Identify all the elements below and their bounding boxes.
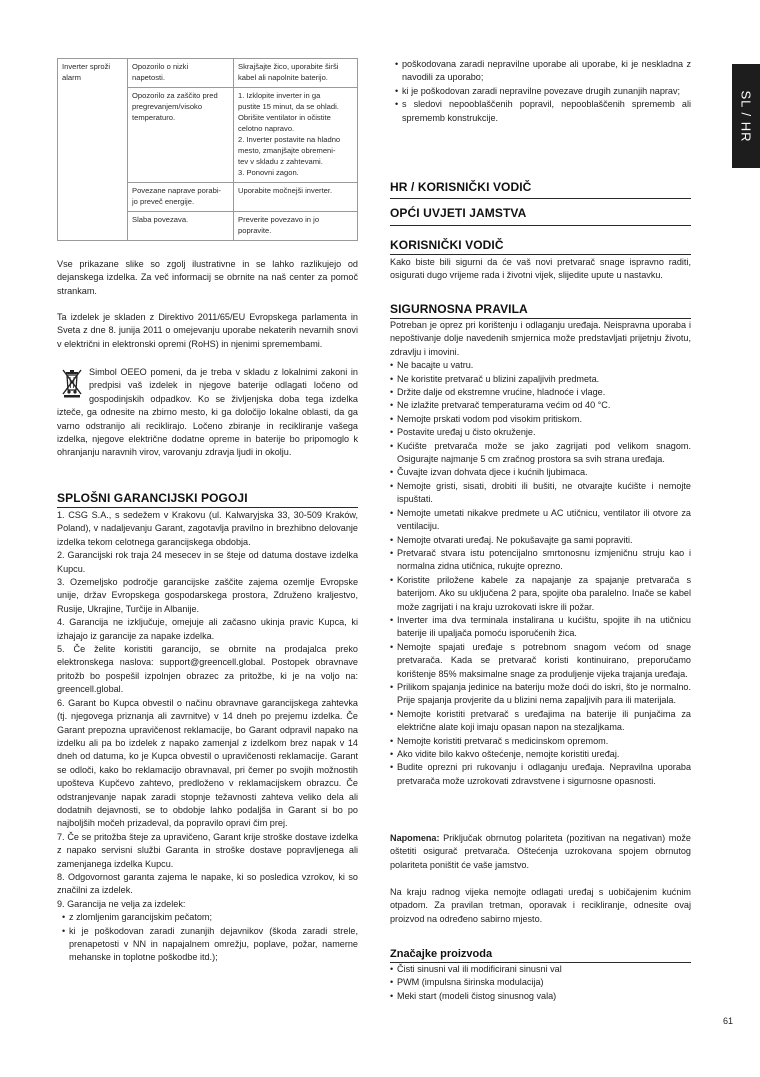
illustrative-note-block [57,258,358,298]
list-item [390,748,691,761]
list-item [390,98,691,125]
warranty-item: 5. Če želite koristiti garancijo, se obrnite na prodajalca preko elektronskega naslova: support@greencell.global. Postopek obravnave pritožb bo pospešil izpolnjen obrazec za pritožbe, ki je na voljo na: greencell.global. [57,644,358,695]
table-cell-line: Uporabite močnejši inverter. [238,186,333,195]
list-item [390,373,691,386]
note-text: Priključak obrnutog polariteta (pozitivan na negativan) može oštetiti osigurač pretvarača. Oštećenja uzrokovana spojem obrnutog polariteta poništit će vaše jamstvo. [390,833,691,870]
list-item [390,85,691,98]
table-cell-line: Obrišite ventilator in očistite [238,113,331,122]
table-cell-line: popravite. [238,226,272,235]
list-item [390,735,691,748]
list-item [390,466,691,479]
table-cell-line: pregrevanjem/visoko [132,102,203,111]
general-warranty-title: OPĆI UVJETI JAMSTVA [390,206,527,220]
table-cell-line: 3. Ponovni zagon. [238,168,299,177]
list-item-text: Nemojte koristiti pretvarač s medicinskom opremom. [397,735,609,746]
general-warranty-header [390,206,691,220]
rohs-note-block [57,311,358,351]
safety-title: SIGURNOSNA PRAVILA [390,302,528,316]
table-row [58,59,358,88]
warranty-item: 6. Garant bo Kupca obvestil o načinu obravnave garancijskega zahtevka (tj. njegovega priznanja ali zavrnitve) v 14 dneh po prejemu izdelka. Če Garant prepozna upravičenost reklamacije, bo Garant odpravil napako na izdelku ali pa bo izdelek z napako zamenjal z izdelkom brez napak v 14 dneh od datuma, ko je Kupca obvestil o upravičenosti reklamacije. Garant se odloči, kako bo reklamacijo obravnaval, pri čemer po svojih možnostih upošteva Kupčevo zahtevo, predloženo v reklamacijskem obrazcu. Če odstranjevanje napak zaradi stopnje težavnosti zahteva veliko dela ali dodatnih dejavnosti, se to obdobje lahko podaljša in Garant si bo po najboljših močeh prizadeval, da popravilo opravi čim prej. [57,697,358,829]
list-item-text: PWM (impulsna širinska modulacija) [397,977,544,988]
warranty-item: 3. Ozemeljsko področje garancijske zaščite zajema ozemlje Evropske unije, držav Evropskega gospodarskega prostora, Združeno kraljestvo, Rusije, Ukrajine, Turčije in Albanije. [57,577,358,614]
rohs-note: Ta izdelek je skladen z Direktivo 2011/65/EU Evropskega parlamenta in Sveta z dne 8. junija 2011 o omejevanju uporabe nekaterih nevarnih snovi v električni in elektronski opremi (RoHS) in njenimi spremembami. [57,312,358,349]
table-cell [234,183,358,212]
list-item [390,359,691,372]
list-item-text: Nemojte otvarati uređaj. Ne pokušavajte ga sami popraviti. [397,534,633,545]
warranty-title-divider [57,507,358,508]
safety-content [390,319,691,788]
user-guide-divider [390,254,691,255]
table-cell [128,183,234,212]
hr-guide-header [390,180,691,194]
user-guide-title: KORISNIČKI VODIČ [390,238,504,252]
list-item-text: Koristite priložene kabele za napajanje za spajanje pretvarača s baterijom. Ako su uključena 2 para, spojite oba paralelno. Inače se kabel može zagrijati i na kraju uzrokovati iskre ili požar. [397,574,691,612]
table-cell-line: Skrajšajte žico, uporabite širši [238,62,339,71]
table-cell-line: napetosti. [132,73,165,82]
list-item [57,925,358,965]
continued-exclusions-list [390,58,691,125]
table-cell [128,59,234,88]
table-cell-line: tev v skladu z zahtevami. [238,157,323,166]
page-number: 61 [722,1016,733,1026]
continued-exclusions [390,58,691,125]
list-item-text: Postavite uređaj u čisto okruženje. [397,427,536,438]
list-item-text: Ne koristite pretvarač u blizini zapaljivih predmeta. [397,373,600,384]
polarity-note [390,832,691,872]
list-item [390,976,691,989]
warranty-items [57,509,358,965]
table-cell-line: pustite 15 minut, da se ohladi. [238,102,339,111]
list-item [390,761,691,788]
list-item [390,990,691,1003]
list-item-text: Inverter ima dva terminala instalirana u kućištu, spojite ih na utičnicu baterije ili upaljača pomoću isporučenih žica. [397,614,691,639]
features-title: Značajke proizvoda [390,948,493,960]
table-cell-line: alarm [62,73,81,82]
features-section [390,948,691,961]
list-item [390,681,691,708]
list-item [390,440,691,467]
list-item [390,399,691,412]
list-item-text: Ako vidite bilo kakvo oštećenje, nemojte koristiti uređaj. [397,749,620,759]
warranty-exclusions-list [57,911,358,965]
language-side-tab-label: SL / HR [738,89,754,143]
illustrative-note: Vse prikazane slike so zgolj ilustrativne in se lahko razlikujejo od dejanskega izdelka. Za več informacij se obrnite na naš center za pomoč strankam. [57,259,358,296]
list-item-text: Meki start (modeli čistog sinusnog vala) [397,990,557,1001]
warranty-item: 1. CSG S.A., s sedežem v Krakovu (ul. Kalwaryjska 33, 30-509 Kraków, Poland), v nadaljevanju Garant, zagotavlja pravilno in brezhibno delovanje izdelka tekom celotnega garancijskega obdobja. [57,510,358,547]
safety-section [390,302,691,316]
list-item-text: s sledovi nepooblaščenih popravil, nepooblaščenih sprememb ali sprememb konstrukcije. [402,99,691,123]
user-guide-text-block [390,256,691,283]
warranty-item: 7. Če se pritožba šteje za upravičeno, Garant krije stroške dostave izdelka z napako servisni službi Garanta in stroške dostave popravljenega ali zamenjanega izdelka Kupcu. [57,831,358,869]
list-item-text: Kućište pretvarača može se jako zagrijati pod velikom snagom. Osigurajte najmanje 5 cm zračnog prostora sa svih strana uređaja. [397,440,691,465]
list-item-text: Pretvarač stvara istu potencijalno smrtonosnu izmjeničnu struju kao i normalna zidna utičnica, rukujte oprezno. [397,547,691,572]
table-cell-line: Opozorilo za zaščito pred [132,91,218,100]
list-item-text: Ne izlažite pretvarač temperaturama većim od 40 °C. [397,400,611,411]
table-cell-line: temperaturo. [132,113,176,122]
list-item-text: ki je poškodovan zaradi nepravilne povezave drugih zunanjih naprav; [402,85,681,96]
weee-note: Simbol OEEO pomeni, da je treba v skladu z lokalnimi zakoni in predpisi vaš izdelek in njegove baterije odlagati ločeno od gospodinjskih odpadkov. Ko se življenjska doba tega izdelka izteče, ga odnesite na zbirno mesto, ki ga določijo lokalne oblasti, da ga varno odstranijo ali reciklirajo. Ločeno zbiranje in recikliranje vašega izdelka, njegove električne dodatne opreme in baterije bo pripomoglo k ohranjanju naravnih virov, varovanju zdravja ljudi in okolju. [57,367,358,458]
warranty-item: 2. Garancijski rok traja 24 mesecev in se šteje od datuma dostave izdelka Kupcu. [57,550,358,574]
language-side-tab [732,64,760,168]
table-cell-line: kabel ali napolnite baterijo. [238,73,328,82]
list-item-text: ki je poškodovan zaradi zunanjih dejavnikov (škoda zaradi strele, prenapetosti v NN in napajalnem omrežju, poplave, požar, namerne mehanske in toplotne poškodbe itd.); [69,925,358,963]
table-cell [58,59,128,241]
table-cell [128,88,234,183]
list-item-text: Prilikom spajanja jedinice na bateriju može doći do iskri, što je normalno. Prije spajanja provjerite da u blizini nema zapaljivih para ili materijala. [397,681,691,706]
warranty-item: 9. Garancija ne velja za izdelek: [57,898,186,909]
user-guide-text: Kako biste bili sigurni da će vaš novi pretvarač snage ispravno raditi, osigurati dugo vrijeme rada i životni vijek, slijedite upute u nastavku. [390,257,691,281]
list-item-text: Nemojte umetati nikakve predmete u AC utičnicu, ventilator ili otvore za ventilaciju. [397,507,691,532]
list-item [390,507,691,534]
table-cell-line: Opozorilo o nizki [132,62,189,71]
list-item-text: Nemojte spajati uređaje s potrebnom snagom većom od snage pretvarača. Kada se pretvarač koristi kontinuirano, preporučamo korištenje 85% maksimalne snage za produljenje vijeka trajanja uređaja. [397,641,691,679]
hr-title-divider [390,198,691,199]
troubleshooting-table [57,58,358,241]
list-item-text: Ne bacajte u vatru. [397,360,474,371]
list-item [390,708,691,735]
general-warranty-divider [390,225,691,226]
table-cell-line: 1. Izklopite inverter in ga [238,91,321,100]
list-item-text: Čuvajte izvan dohvata djece i kućnih ljubimaca. [397,467,588,478]
hr-guide-title: HR / KORISNIČKI VODIČ [390,180,532,194]
list-item [390,574,691,614]
table-cell-line: Slaba povezava. [132,215,189,224]
list-item [390,426,691,439]
table-cell [234,59,358,88]
features-list [390,963,691,1003]
table-cell [234,88,358,183]
table-cell-line: Povezane naprave porabi- [132,186,222,195]
table-cell-line: mesto, zmanjšajte obremeni- [238,146,336,155]
list-item [390,547,691,574]
table-cell-line: jo preveč energije. [132,197,195,206]
list-item [390,386,691,399]
table-cell-line: celotno napravo. [238,124,295,133]
list-item-text: Nemojte prskati vodom pod visokim pritiskom. [397,413,582,424]
table-cell-line: Preverite povezavo in jo [238,215,320,224]
list-item-text: Držite dalje od ekstremne vrućine, hladnoće i vlage. [397,387,606,398]
features-content [390,963,691,1003]
list-item-text: Nemojte koristiti pretvarač s uređajima na baterije ili punjačima za električne alate koji imaju opasan napon na stezaljkama. [397,708,691,733]
list-item-text: Nemojte gristi, sisati, drobiti ili bušiti, ne otvarajte kućište i nemojte ispuštati. [397,480,691,505]
disposal-text: Na kraju radnog vijeka nemojte odlagati uređaj s uobičajenim kućnim otpadom. Za pravilan tretman, oporavak i recikliranje, odnesite ovaj proizvod na određeno sabirno mjesto. [390,887,691,924]
list-item-text: Budite oprezni pri rukovanju i odlaganju uređaja. Nepravilna uporaba pretvarača može uzrokovati zdravstvene i sigurnosne opasnosti. [397,762,691,786]
crossed-bin-icon [61,368,83,398]
list-item-text: z zlomljenim garancijskim pečatom; [69,912,213,923]
list-item [390,58,691,85]
table-cell-line: Inverter sproži [62,62,111,71]
warranty-title: SPLOŠNI GARANCIJSKI POGOJI [57,491,248,505]
disposal-block [390,886,691,926]
note-block [390,832,691,872]
list-item [390,534,691,547]
list-item [390,413,691,426]
list-item [57,911,358,924]
table-cell [128,212,234,241]
table-cell [234,212,358,241]
safety-intro: Potreban je oprez pri korištenju i odlaganju uređaja. Neispravna uporaba i nepoštivanje dolje navedenih smjernica može predstavljati prijetnju životu, zdravlju i imovini. [390,320,691,357]
table-cell-line: 2. Inverter postavite na hladno [238,135,341,144]
user-guide-section [390,238,691,252]
warranty-item: 4. Garancija ne izključuje, omejuje ali začasno ukinja pravic Kupca, ki izhajajo iz garancije za napake izdelka. [57,617,358,641]
list-item-text: poškodovana zaradi nepravilne uporabe ali uporabe, ki je neskladna z navodili za uporabo; [402,59,691,83]
warranty-item: 8. Odgovornost garanta zajema le napake, ki so posledica vzrokov, ki so značilni za izdelek. [57,871,358,896]
list-item [390,963,691,976]
weee-block [57,366,358,460]
safety-rules-list [390,359,691,788]
list-item [390,480,691,507]
list-item [390,641,691,681]
warranty-section [57,491,358,505]
list-item-text: Čisti sinusni val ili modificirani sinusni val [397,964,562,974]
note-label: Napomena: [390,833,440,843]
list-item [390,614,691,641]
